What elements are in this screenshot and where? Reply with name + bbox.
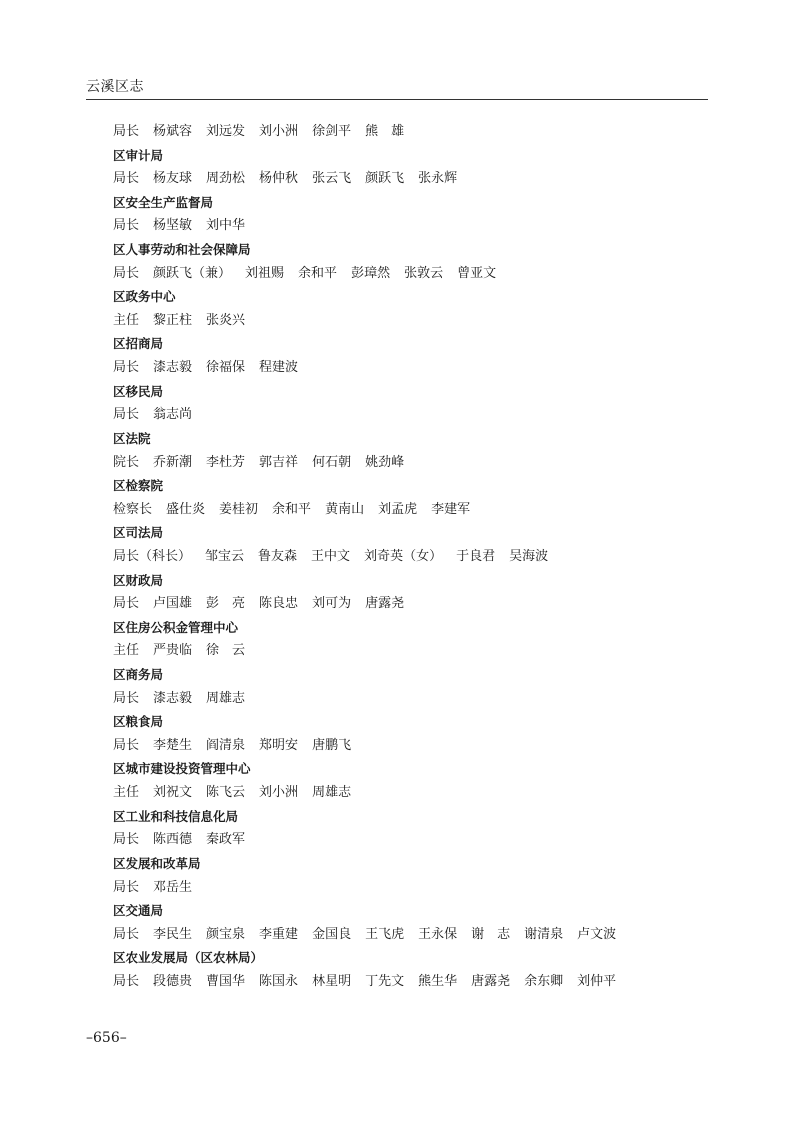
official-name: 刘远发 [206,124,246,139]
official-name: 熊 雄 [365,124,405,139]
official-name: 王飞虎 [365,926,405,942]
department-heading: 区招商局 [113,336,164,352]
position-title: 局长 [113,171,140,187]
position-title: 局长 [113,690,140,706]
position-title: 检察长 [113,501,153,517]
official-name: 刘奇英（女） [364,548,443,564]
official-name: 秦政军 [206,832,246,848]
official-name: 王永保 [418,926,458,942]
official-list-row [113,734,713,758]
directory-content [113,120,713,994]
official-name: 陈西德 [153,832,193,848]
position-title: 主任 [113,312,140,328]
official-name: 黄南山 [325,501,365,517]
official-list-row [113,876,713,900]
official-list-row [113,970,713,994]
official-name: 黎正柱 [153,312,193,328]
official-name: 阎清泉 [206,737,246,753]
position-title: 局长 [113,360,140,376]
department-heading: 区安全生产监督局 [113,194,214,210]
position-title: 局长 [113,407,140,423]
official-list-row [113,356,713,380]
official-name: 刘中华 [206,218,246,234]
official-name: 何石朝 [312,454,352,470]
official-name: 于良君 [456,548,496,564]
official-name: 邹宝云 [205,548,245,564]
official-name: 余和平 [298,265,338,281]
running-header: 云溪区志 [86,79,144,95]
official-list-row [113,403,713,427]
official-name: 盛仕炎 [166,501,206,517]
official-list-row [113,592,713,616]
official-name: 陈飞云 [206,785,246,801]
official-name: 郭吉祥 [259,454,299,470]
department-heading: 区移民局 [113,383,164,399]
official-name: 熊生华 [418,973,458,989]
official-list-row [113,167,713,191]
official-name: 刘仲平 [577,973,617,989]
official-name: 刘可为 [312,596,352,612]
department-heading: 区城市建设投资管理中心 [113,761,251,777]
department-heading: 区审计局 [113,147,164,163]
official-name: 林星明 [312,973,352,989]
official-name: 王中文 [311,548,351,564]
official-name: 鲁友森 [258,548,298,564]
official-name: 丁先文 [365,973,405,989]
position-title: 局长 [113,832,140,848]
department-heading: 区司法局 [113,525,164,541]
official-list-row [113,262,713,286]
position-title: 局长（科长） [113,548,192,564]
official-name: 乔新潮 [153,454,193,470]
official-name: 姜桂初 [219,501,259,517]
department-heading: 区人事劳动和社会保障局 [113,242,251,258]
department-heading: 区检察院 [113,478,164,494]
official-name: 谢清泉 [524,926,564,942]
official-name: 李杜芳 [206,454,246,470]
department-heading: 区商务局 [113,667,164,683]
official-list-row [113,214,713,238]
official-list-row [113,498,713,522]
official-name: 徐福保 [206,360,246,376]
header-rule [86,99,708,100]
official-name: 张炎兴 [206,312,246,328]
official-name: 彭 亮 [206,596,246,612]
official-name: 杨坚敏 [153,218,193,234]
official-name: 刘小洲 [259,785,299,801]
department-heading: 区发展和改革局 [113,855,201,871]
official-list-row [113,309,713,333]
official-name: 徐剑平 [312,124,352,139]
official-name: 唐露尧 [471,973,511,989]
official-name: 杨友球 [153,171,193,187]
department-heading: 区粮食局 [113,714,164,730]
official-list-row [113,120,713,144]
official-name: 唐鹏飞 [312,737,352,753]
official-name: 杨仲秋 [259,171,299,187]
official-name: 张云飞 [312,171,352,187]
official-list-row [113,781,713,805]
official-name: 漆志毅 [153,690,193,706]
official-name: 李楚生 [153,737,193,753]
official-name: 李建军 [431,501,471,517]
official-name: 颜宝泉 [206,926,246,942]
position-title: 局长 [113,973,140,989]
position-title: 局长 [113,879,140,895]
official-name: 程建波 [259,360,299,376]
official-list-row [113,451,713,475]
official-name: 李重建 [259,926,299,942]
position-title: 主任 [113,643,140,659]
official-name: 谢 志 [471,926,511,942]
official-list-row [113,687,713,711]
position-title: 局长 [113,737,140,753]
position-title: 主任 [113,785,140,801]
official-name: 刘孟虎 [378,501,418,517]
department-heading: 区交通局 [113,903,164,919]
position-title: 局长 [113,124,140,139]
position-title: 院长 [113,454,140,470]
official-list-row [113,923,713,947]
official-name: 卢国雄 [153,596,193,612]
official-name: 周劲松 [206,171,246,187]
official-name: 余东卿 [524,973,564,989]
official-name: 郑明安 [259,737,299,753]
official-name: 刘祝文 [153,785,193,801]
department-heading: 区财政局 [113,572,164,588]
official-name: 严贵临 [153,643,193,659]
position-title: 局长 [113,596,140,612]
official-name: 陈国永 [259,973,299,989]
official-name: 张敦云 [404,265,444,281]
official-name: 曹国华 [206,973,246,989]
official-name: 翁志尚 [153,407,193,423]
official-name: 徐 云 [206,643,246,659]
position-title: 局长 [113,265,140,281]
official-name: 陈良忠 [259,596,299,612]
official-name: 颜跃飞 [365,171,405,187]
official-name: 李民生 [153,926,193,942]
official-name: 张永辉 [418,171,458,187]
official-name: 姚劲峰 [365,454,405,470]
official-name: 周雄志 [206,690,246,706]
page-number: –656– [86,1030,127,1046]
official-name: 唐露尧 [365,596,405,612]
official-name: 杨斌容 [153,124,193,139]
position-title: 局长 [113,926,140,942]
official-name: 刘祖赐 [245,265,285,281]
official-name: 颜跃飞（兼） [153,265,232,281]
official-name: 卢文波 [577,926,617,942]
official-name: 漆志毅 [153,360,193,376]
department-heading: 区住房公积金管理中心 [113,619,239,635]
official-list-row [113,545,713,569]
department-heading: 区法院 [113,430,151,446]
official-name: 段德贵 [153,973,193,989]
official-name: 周雄志 [312,785,352,801]
official-name: 曾亚文 [457,265,497,281]
official-name: 彭璋然 [351,265,391,281]
department-heading: 区工业和科技信息化局 [113,808,239,824]
department-heading: 区政务中心 [113,289,176,305]
official-name: 邓岳生 [153,879,193,895]
department-heading: 区农业发展局（区农林局） [113,950,264,966]
official-name: 刘小洲 [259,124,299,139]
official-list-row [113,828,713,852]
official-name: 吴海波 [509,548,549,564]
official-name: 金国良 [312,926,352,942]
position-title: 局长 [113,218,140,234]
official-name: 余和平 [272,501,312,517]
official-list-row [113,639,713,663]
